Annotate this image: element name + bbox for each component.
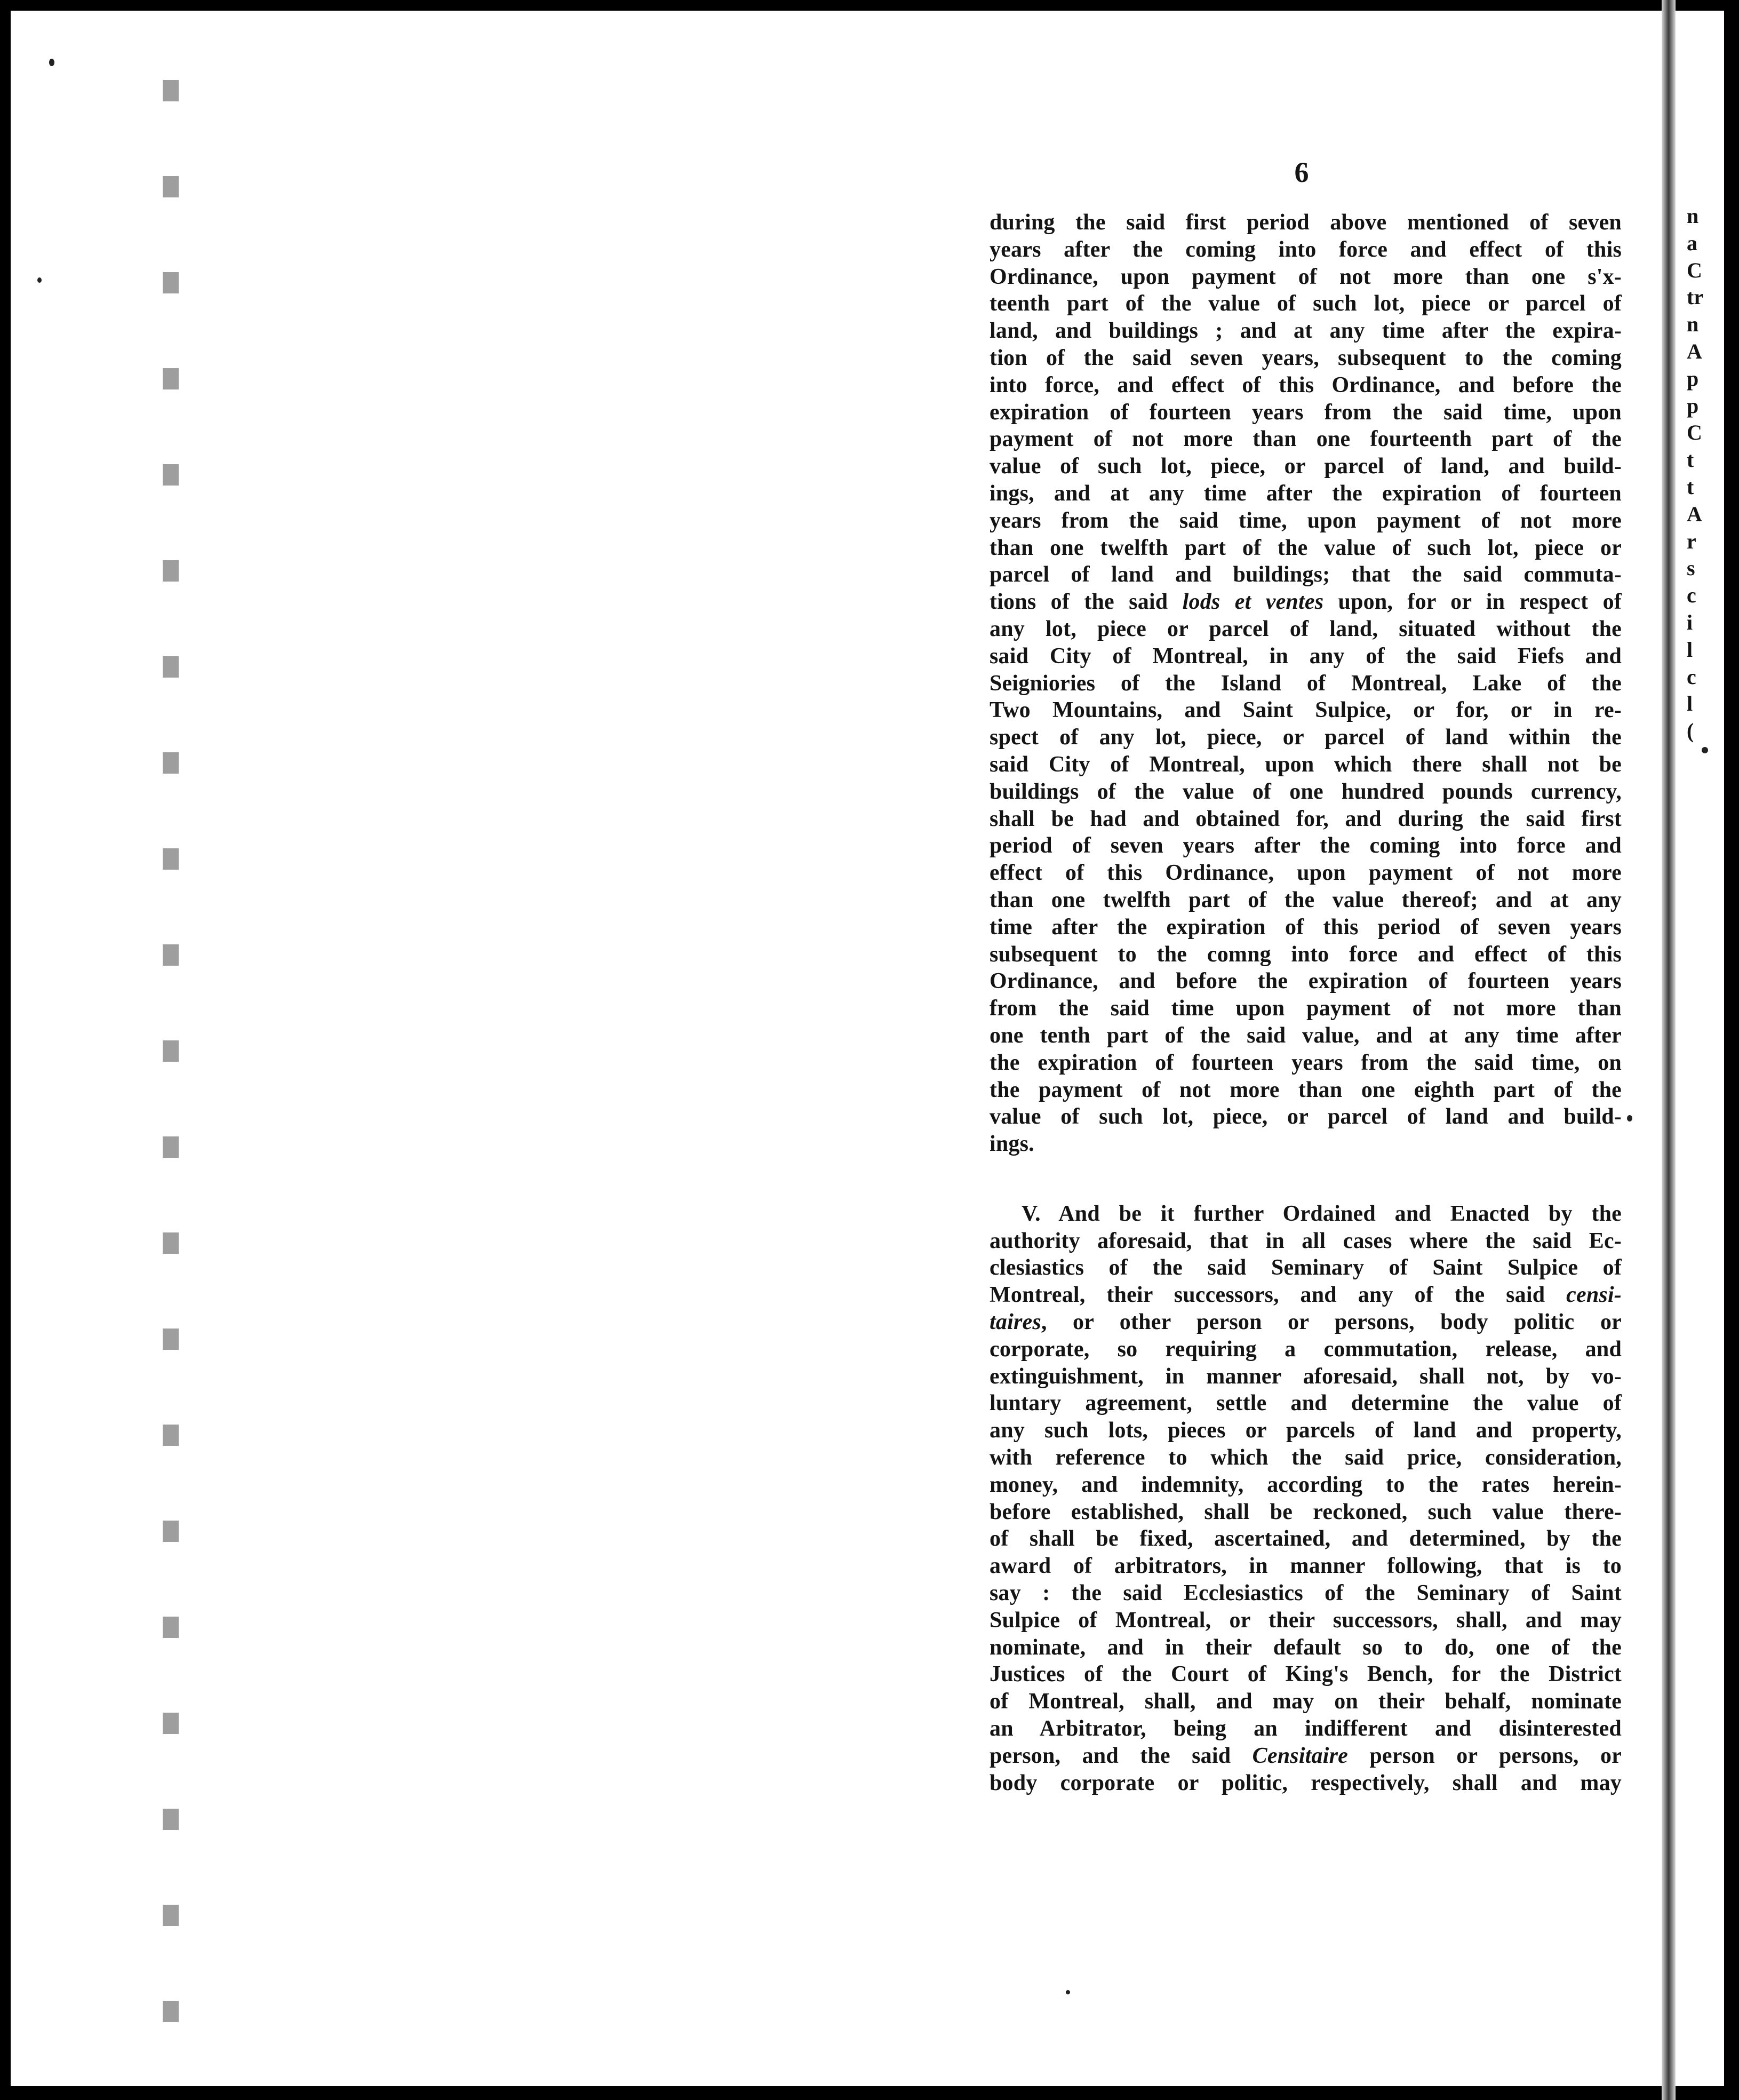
text-line: Ordinance, and before the expiration of fourteen years: [990, 969, 1622, 994]
scan-speck: [1702, 747, 1708, 753]
text-line: the expiration of fourteen years from the said time, on: [990, 1050, 1622, 1075]
italic-term: taires: [990, 1310, 1041, 1335]
text-line: Ordinance, upon payment of not more than one s'x-: [990, 264, 1622, 289]
text-line: Two Mountains, and Saint Sulpice, or for, or in re-: [990, 698, 1622, 723]
italic-term: censi-: [1566, 1283, 1622, 1308]
text-line: clesiastics of the said Seminary of Saint Sulpice of: [990, 1255, 1622, 1280]
text-line: corporate, so requiring a commutation, release, and: [990, 1337, 1622, 1362]
text-line: spect of any lot, piece, or parcel of land within the: [990, 725, 1622, 750]
paragraph-gap: [990, 1158, 1622, 1200]
text-line: of Montreal, shall, and may on their behalf, nominate: [990, 1689, 1622, 1714]
scanner-edge-top: [0, 0, 1739, 11]
text-line: land, and buildings ; and at any time after the expira-: [990, 319, 1622, 344]
text-line: luntary agreement, settle and determine the value of: [990, 1391, 1622, 1416]
text-line: years from the said time, upon payment of not more: [990, 508, 1622, 533]
text-line: tion of the said seven years, subsequent to the coming: [990, 345, 1622, 370]
paragraph-section-v: [990, 1200, 1622, 1797]
text-line: value of such lot, piece, or parcel of land, and build-: [990, 454, 1622, 479]
text-line: authority aforesaid, that in all cases where the said Ec-: [990, 1228, 1622, 1253]
text-line: said City of Montreal, upon which there shall not be: [990, 752, 1622, 777]
italic-term: lods et ventes: [1182, 590, 1324, 615]
text-line: the payment of not more than one eighth part of the: [990, 1077, 1622, 1102]
text-line: of shall be fixed, ascertained, and determined, by the: [990, 1526, 1622, 1552]
facing-page-letter: C: [1687, 258, 1702, 282]
text-line: during the said first period above mentioned of seven: [990, 210, 1622, 235]
facing-page-letter: A: [1687, 339, 1702, 363]
text-line: shall be had and obtained for, and during the said first: [990, 806, 1622, 831]
text-line: parcel of land and buildings; that the said commuta-: [990, 562, 1622, 587]
text-line: said City of Montreal, in any of the said Fiefs and: [990, 643, 1622, 669]
text-line: Justices of the Court of King's Bench, for the District: [990, 1662, 1622, 1687]
text-line: any lot, piece or parcel of land, situated without the: [990, 616, 1622, 641]
facing-page-letter: c: [1687, 583, 1696, 608]
scanner-edge-bottom: [0, 2086, 1739, 2100]
text-line: nominate, and in their default so to do, one of the: [990, 1635, 1622, 1660]
text-line: ings, and at any time after the expiration of fourteen: [990, 481, 1622, 506]
text-line: one tenth part of the said value, and at any time after: [990, 1023, 1622, 1048]
facing-page-letter: t: [1687, 474, 1694, 499]
text-line: teenth part of the value of such lot, piece or parcel of: [990, 291, 1622, 316]
text-line: period of seven years after the coming into force and: [990, 833, 1622, 858]
section-heading-line: V. And be it further Ordained and Enacted by the: [1022, 1201, 1622, 1226]
scan-speck: [1627, 1115, 1632, 1121]
scan-speck: [49, 59, 54, 66]
facing-page-letter: p: [1687, 366, 1699, 391]
text-line: payment of not more than one fourteenth part of the: [990, 427, 1622, 452]
facing-page-letter: r: [1687, 529, 1696, 553]
text-line: subsequent to the comng into force and effect of this: [990, 942, 1622, 967]
facing-page-letter: s: [1687, 556, 1695, 580]
facing-page-letter: c: [1687, 664, 1696, 689]
text-line: Montreal, their successors, and any of the said censi-: [990, 1283, 1622, 1308]
text-line: money, and indemnity, according to the rates herein-: [990, 1472, 1622, 1497]
book-gutter: [1662, 0, 1676, 2100]
text-line: extinguishment, in manner aforesaid, shall not, by vo-: [990, 1364, 1622, 1389]
italic-term: Censitaire: [1252, 1743, 1349, 1768]
text-line: person, and the said Censitaire person or persons, or: [990, 1743, 1622, 1768]
text-line: buildings of the value of one hundred pounds currency,: [990, 779, 1622, 804]
facing-page-letter: C: [1687, 420, 1702, 445]
scan-speck: [1066, 1990, 1070, 1994]
scanner-edge-right: [1724, 0, 1739, 2100]
facing-page-letter: A: [1687, 502, 1702, 526]
text-line: say : the said Ecclesiastics of the Seminary of Saint: [990, 1581, 1622, 1606]
text-line: an Arbitrator, being an indifferent and disinterested: [990, 1716, 1622, 1741]
text-line: years after the coming into force and effect of this: [990, 237, 1622, 262]
text-line: award of arbitrators, in manner following, that is to: [990, 1554, 1622, 1579]
text-line: taires, or other person or persons, body politic or: [990, 1310, 1622, 1335]
facing-page-fragments: [1687, 203, 1724, 745]
scan-speck: [37, 277, 42, 283]
facing-page-letter: (: [1687, 719, 1694, 743]
text-line: body corporate or politic, respectively, shall and may: [990, 1770, 1622, 1795]
text-line: expiration of fourteen years from the said time, upon: [990, 400, 1622, 425]
facing-page-letter: l: [1687, 691, 1693, 716]
text-line: Sulpice of Montreal, or their successors, shall, and may: [990, 1608, 1622, 1633]
facing-page-letter: a: [1687, 230, 1697, 255]
text-line: from the said time upon payment of not more than: [990, 996, 1622, 1021]
text-line: than one twelfth part of the value thereof; and at any: [990, 887, 1622, 912]
facing-page-letter: n: [1687, 312, 1699, 337]
facing-page-letter: l: [1687, 637, 1693, 662]
text-line: than one twelfth part of the value of such lot, piece or: [990, 535, 1622, 560]
facing-page-letter: p: [1687, 393, 1699, 418]
binding-shadow: [163, 32, 179, 2049]
text-line: before established, shall be reckoned, such value there-: [990, 1499, 1622, 1524]
text-line: ings.: [990, 1132, 1034, 1157]
paragraph-commutation-rates: [990, 209, 1622, 1158]
body-text: [990, 209, 1622, 1796]
facing-page-letter: tr: [1687, 285, 1704, 309]
text-line: Seigniories of the Island of Montreal, Lake of the: [990, 671, 1622, 696]
scanner-edge-left: [0, 0, 11, 2100]
facing-page-letter: i: [1687, 610, 1693, 634]
text-line: value of such lot, piece, or parcel of land and build-: [990, 1104, 1622, 1129]
page-number: 6: [1294, 156, 1309, 188]
text-line: tions of the said lods et ventes upon, for or in respect of: [990, 590, 1622, 615]
facing-page-letter: n: [1687, 204, 1699, 228]
text-line: any such lots, pieces or parcels of land and property,: [990, 1418, 1622, 1443]
facing-page-letter: t: [1687, 448, 1694, 472]
text-line: into force, and effect of this Ordinance, and before the: [990, 372, 1622, 397]
text-line: time after the expiration of this period of seven years: [990, 914, 1622, 940]
text-line: effect of this Ordinance, upon payment of not more: [990, 861, 1622, 886]
text-line: with reference to which the said price, consideration,: [990, 1445, 1622, 1470]
